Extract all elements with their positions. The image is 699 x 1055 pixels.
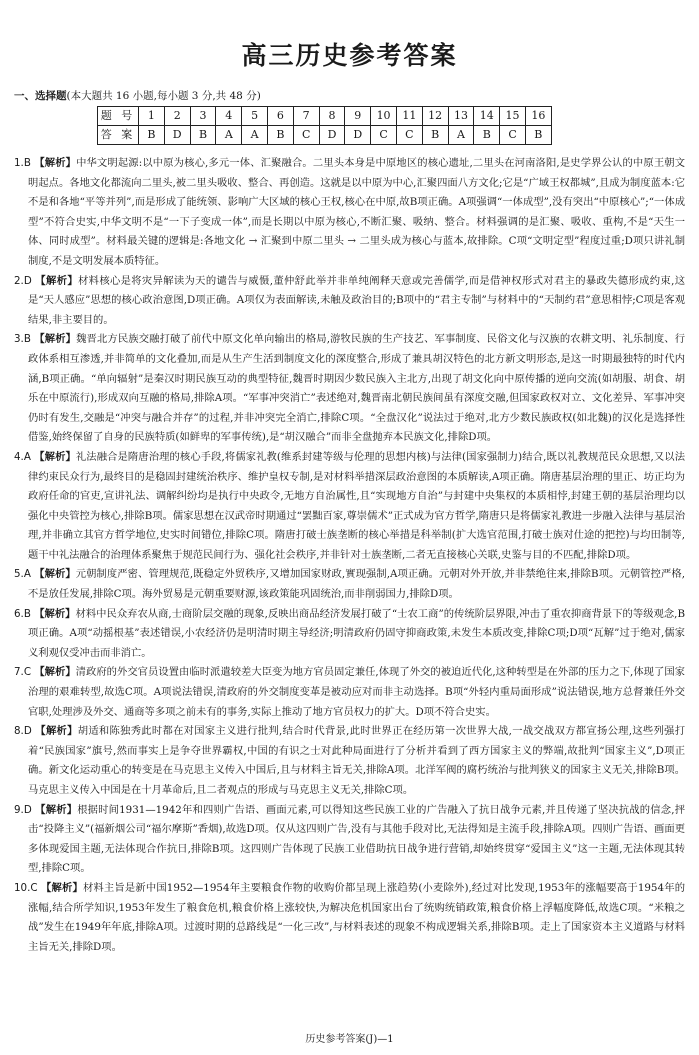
explanation-item [14, 605, 685, 664]
analysis-tag: 【解析】 [34, 450, 76, 463]
page-title: 高三历史参考答案 [241, 41, 458, 70]
item-number: 4.A [14, 450, 31, 463]
answer-cell: B [139, 126, 165, 145]
question-number-cell: 10 [371, 107, 397, 126]
answer-cell: C [500, 126, 526, 145]
question-number-cell: 15 [500, 107, 526, 126]
question-number-cell: 1 [139, 107, 165, 126]
question-number-cell: 2 [164, 107, 190, 126]
question-number-cell: 3 [190, 107, 216, 126]
item-text: 魏晋北方民族交融打破了前代中原文化单向输出的格局,游牧民族的生产技艺、军事制度、民俗文化与汉族的农耕文明、礼乐制度、行政体系相互渗透,并非简单的文化叠加,而是从生产生活到制度文化的深度整合,形成了兼具胡汉特色的北方新文明形态,是这一时期最独特的时代内涵,B项正确。“单向辐射”是秦汉时期民族互动的典型特征,魏晋时期因少数民族入主北方,出现了胡文化向中原传播的逆向交流(如胡服、胡食、胡乐在中原流行),形成双向互融的格局,排除A项。“军事冲突消亡”表述绝对,魏晋南北朝民族间虽有深度交融,但国家政权对立、文化差异、军事冲突仍时有发生,交融是“冲突与融合并存”的过程,并非冲突完全消亡,排除C项。“全盘汉化”说法过于绝对,北方少数民族政权(如北魏)的汉化是选择性借鉴,始终保留了自身的民族特质(如鲜卑的军事传统),是“胡汉融合”而非全盘抛弃本民族文化,排除D项。 [28, 333, 685, 444]
explanation-item [14, 272, 685, 331]
analysis-tag: 【解析】 [35, 803, 78, 816]
item-text: 材料中民众弃农从商,士商阶层交融的现象,反映出商品经济发展打破了“士农工商”的传统阶层界限,冲击了重农抑商背景下的等级观念,B项正确。A项“动摇根基”表述错误,小农经济仍是明清时期主导经济;明清政府仍固守抑商政策,未发生本质改变,排除C项;D项“瓦解”过于绝对,儒家义利观仅受冲击而非消亡。 [28, 607, 686, 659]
answer-table-number-row [98, 107, 552, 126]
analysis-tag: 【解析】 [34, 157, 77, 169]
answer-cell: B [525, 126, 551, 145]
answer-cell: B [422, 126, 448, 145]
answer-cell: A [448, 126, 474, 145]
analysis-tag: 【解析】 [35, 725, 78, 738]
section-note: (本大题共 16 小题,每小题 3 分,共 48 分) [66, 90, 261, 102]
explanation-item [14, 448, 685, 566]
answer-cell: C [293, 126, 319, 145]
answer-cell: B [474, 126, 500, 145]
item-text: 胡适和陈独秀此时都在对国家主义进行批判,结合时代背景,此时世界正在经历第一次世界大战,一战交战双方都宣扬公理,这些列强打着“民族国家”旗号,然而事实上是争夺世界霸权,中国的有识之士对此种局面进行了分析并看到了西方国家主义的弊端,故批判“国家主义”,D项正确。新文化运动重心的转变是在马克思主义传入中国后,且与材料主旨无关,排除A项。北洋军阀的腐朽统治与批判狭义的国家主义无关,排除B项。马克思主义传入中国是在十月革命后,且二者观点的形成与马克思主义无关,排除C项。 [28, 725, 686, 796]
item-text: 礼法融合是隋唐治理的核心手段,将儒家礼教(维系封建等级与伦理的思想内核)与法律(国家强制力)结合,既以礼教规范民众思想,又以法律约束民众行为,最终目的是稳固封建统治秩序、维护皇权专制,是对材料举措深层政治意图的本质解读,A项正确。隋唐基层治理的里正、坊正均为政府任命的官吏,宣讲礼法、调解纠纷均是执行中央政令,无地方自治属性,且“实现地方自治”与封建中央集权的本质相悖,封建王朝的基层治理均以强化中央管控为核心,排除B项。儒家思想在汉武帝时期通过“罢黜百家,尊崇儒术”正式成为官方哲学,隋唐只是将儒家礼教进一步融入法律与基层治理,并非确立其官方哲学地位,史实时间错位,排除C项。隋唐打破士族垄断的核心举措是科举制(扩大选官范围,打破士族对仕途的把控)与均田制等,题干中礼法融合的治理体系聚焦于规范民间行为、强化社会秩序,并非针对士族垄断,二者无直接核心关联,史鉴与目的不匹配,排除D项。 [28, 450, 686, 561]
item-text: 材料主旨是新中国1952—1954年主要粮食作物的收购价都呈现上涨趋势(小麦除外),经过对比发现,1953年的涨幅要高于1954年的涨幅,结合所学知识,1953年发生了粮食危机,粮食价格上涨较快,为解决危机国家出台了统购统销政策,粮食价格上浮幅度降低,故选C项。“米粮之战”发生在1949年年底,排除A项。过渡时期的总路线是“一化三改”,与材料表述的现象不构成逻辑关系,排除B项。走上了国家资本主义道路与材料主旨无关,排除D项。 [28, 881, 685, 953]
page-footer: 历史参考答案(J)—1 [305, 1034, 394, 1045]
item-number: 2.D [14, 274, 32, 287]
item-text: 材料核心是将灾异解读为天的谴告与威慑,董仲舒此举并非单纯阐释天意或完善儒学,而是借神权形式对君主的暴政失德形成约束,这是“天人感应”思想的核心政治意图,D项正确。A项仅为表面解读,未触及政治目的;B项中的“君主专制”与材料中的“天制约君”意思相悖;C项是客观结果,非主要目的。 [28, 274, 685, 326]
row-label-answers: 答 案 [98, 126, 139, 145]
analysis-tag: 【解析】 [34, 333, 77, 346]
answer-cell: B [190, 126, 216, 145]
section-heading [14, 88, 261, 103]
item-number: 10.C [14, 881, 38, 894]
item-text: 清政府的外交官员设置由临时派遣较差大臣变为地方官员固定兼任,体现了外交的被迫近代化,这种转型是在外部的压力之下,体现了国家治理的艰难转型,故选C项。A项说法错误,清政府的外交制度变革是被动应对而非主动选择。B项“外轻内重局面形成”说法错误,地方总督兼任外交官职,处理涉及外交、通商等多项之前未有的事务,实际上推动了地方官员权力的扩大。D项不符合史实。 [28, 666, 685, 718]
analysis-tag: 【解析】 [35, 274, 79, 287]
item-text: 根据时间1931—1942年和四则广告语、画面元素,可以得知这些民族工业的广告融入了抗日战争元素,并且传递了坚决抗战的信念,抨击“投降主义”(福新烟公司“福尔摩斯”香烟),故选D项。仅从这四则广告,没有与其他手段对比,无法得知是主流手段,排除A项。四则广告语、画面更多体现爱国主题,无法体现合作抗日,排除B项。这四则广告体现了民族工业借助抗日战争进行营销,却始终贯穿“爱国主义”这一主题,无法体现其转型,排除C项。 [28, 803, 686, 875]
item-number: 6.B [14, 607, 31, 620]
question-number-cell: 13 [448, 107, 474, 126]
explanation-item [14, 330, 685, 448]
question-number-cell: 9 [345, 107, 371, 126]
answer-table [97, 106, 552, 145]
explanation-item [14, 722, 685, 800]
item-text: 元朝制度严密、管理规范,既稳定外贸秩序,又增加国家财政,實现强制,A项正确。元朝对外开放,并非禁绝往来,排除B项。元朝管控严格,不是放任发展,排除C项。海外贸易是元朝重要财源,该政策能巩固统治,而非削弱国力,排除D项。 [28, 568, 685, 601]
explanation-item [14, 663, 685, 722]
analysis-tag: 【解析】 [34, 666, 76, 679]
question-number-cell: 7 [293, 107, 319, 126]
question-number-cell: 11 [396, 107, 422, 126]
answer-cell: D [345, 126, 371, 145]
analysis-tag: 【解析】 [34, 607, 76, 620]
answer-cell: A [216, 126, 242, 145]
explanation-item [14, 565, 685, 604]
question-number-cell: 12 [422, 107, 448, 126]
item-number: 1.B [14, 157, 31, 169]
item-number: 8.D [14, 725, 32, 738]
answer-cell: D [319, 126, 345, 145]
explanation-item [14, 154, 685, 272]
explanation-item [14, 801, 685, 879]
question-number-cell: 5 [242, 107, 268, 126]
answer-cell: C [371, 126, 397, 145]
explanation-list [14, 154, 685, 957]
item-number: 9.D [14, 803, 32, 816]
question-number-cell: 6 [267, 107, 293, 126]
item-number: 3.B [14, 333, 31, 346]
answer-cell: C [396, 126, 422, 145]
section-title: 一、选择题 [14, 90, 67, 102]
question-number-cell: 16 [525, 107, 551, 126]
item-number: 7.C [14, 666, 32, 679]
item-text: 中华文明起源:以中原为核心,多元一体、汇聚融合。二里头本身是中原地区的核心遗址,二里头在河南洛阳,是史学界公认的中原王朝文明起点。各地文化都流向二里头,被二里头吸收、整合、再创造。这就是以中原为中心,汇聚四面八方文化;它是“广域王权都城”,且成为制度蓝本:它不是和各地“平等并列”,而是形成了能统领、影响广大区域的核心王权,核心在中原,故B项正确。A项强调“一体成型”,没有突出“中原核心”;“一体成型”不符合史实,中华文明不是“一下子变成一体”,而是长期以中原为核心,不断汇聚、吸纳、整合。材料强调的是汇聚、吸收、重构,不是“天生一体、同时成型”。材料最关键的逻辑是:各地文化 → 汇聚到中原二里头 → 二里头成为核心与蓝本,故排除。C项“文明定型”程度过重;D项只讲礼制制度,不是文明发展本质特征。 [28, 157, 685, 267]
analysis-tag: 【解析】 [41, 881, 83, 894]
answer-cell: A [242, 126, 268, 145]
explanation-item [14, 879, 685, 957]
answer-cell: D [164, 126, 190, 145]
answer-table-answer-row [98, 126, 552, 145]
question-number-cell: 8 [319, 107, 345, 126]
row-label-numbers: 题 号 [98, 107, 139, 126]
answer-cell: B [267, 126, 293, 145]
analysis-tag: 【解析】 [34, 568, 76, 581]
item-number: 5.A [14, 568, 31, 581]
question-number-cell: 4 [216, 107, 242, 126]
question-number-cell: 14 [474, 107, 500, 126]
